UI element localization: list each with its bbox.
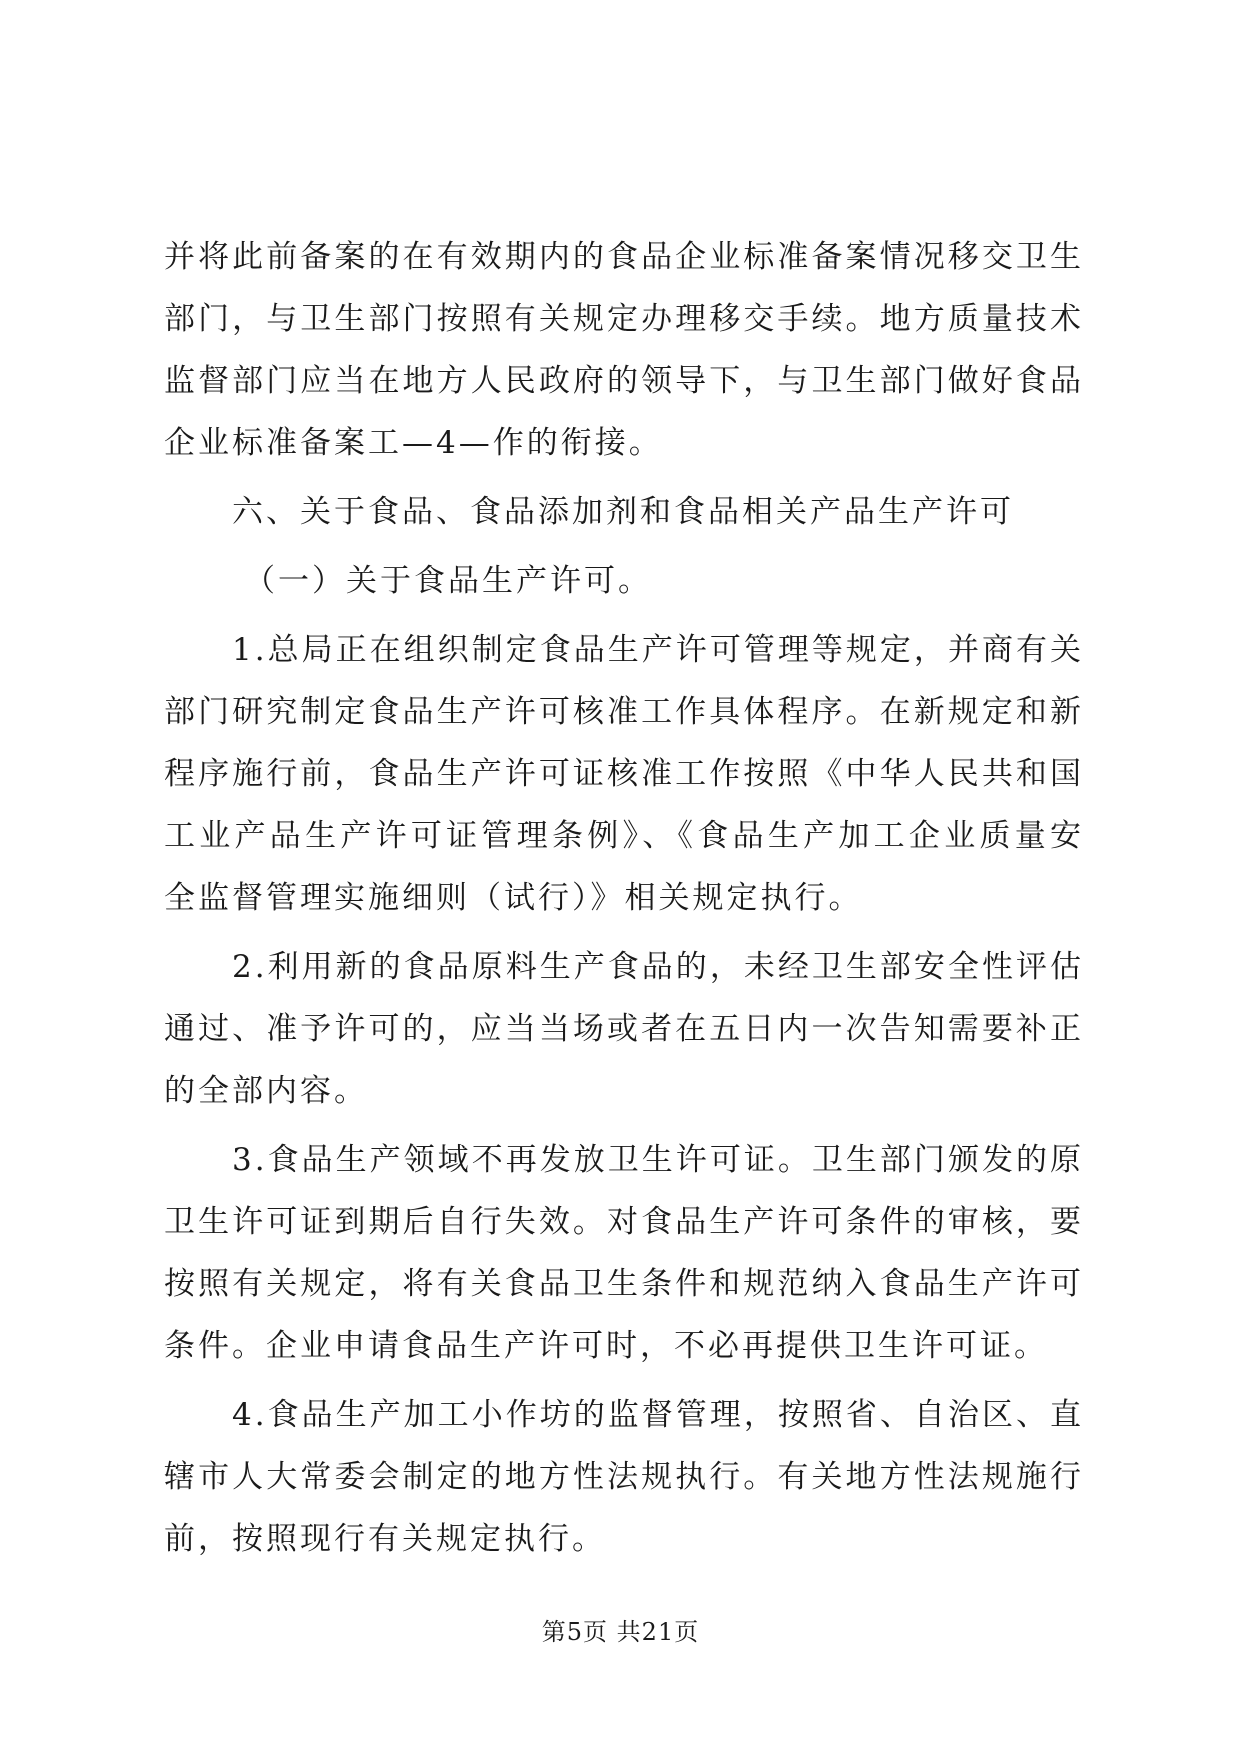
paragraph-item-3: 3.食品生产领域不再发放卫生许可证。卫生部门颁发的原卫生许可证到期后自行失效。对食品生产许可条件的审核，要按照有关规定，将有关食品卫生条件和规范纳入食品生产许可条件。企业申请食品生产许可时，不必再提供卫生许可证。 — [164, 1142, 1084, 1364]
paragraph-item-1: 1.总局正在组织制定食品生产许可管理等规定，并商有关部门研究制定食品生产许可核准工作具体程序。在新规定和新程序施行前，食品生产许可证核准工作按照《中华人民共和国工业产品生产许可证管理条例》、《食品生产加工企业质量安全监督管理实施细则（试行）》相关规定执行。 — [164, 632, 1084, 916]
page-indicator: 第5页 共21页 — [541, 1618, 700, 1646]
paragraph-continuation: 并将此前备案的在有效期内的食品企业标准备案情况移交卫生部门，与卫生部门按照有关规定办理移交手续。地方质量技术监督部门应当在地方人民政府的领导下，与卫生部门做好食品企业标准备案工—4—作的衔接。 — [164, 239, 1084, 461]
document-body — [164, 226, 1084, 1577]
subsection-heading: （一）关于食品生产许可。 — [244, 563, 652, 599]
paragraph-item-2: 2.利用新的食品原料生产食品的，未经卫生部安全性评估通过、准予许可的，应当当场或者在五日内一次告知需要补正的全部内容。 — [164, 949, 1084, 1109]
page-footer — [0, 1612, 1241, 1647]
paragraph-item-4: 4.食品生产加工小作坊的监督管理，按照省、自治区、直辖市人大常委会制定的地方性法规执行。有关地方性法规施行前，按照现行有关规定执行。 — [164, 1397, 1084, 1557]
section-heading: 六、关于食品、食品添加剂和食品相关产品生产许可 — [232, 494, 1014, 530]
